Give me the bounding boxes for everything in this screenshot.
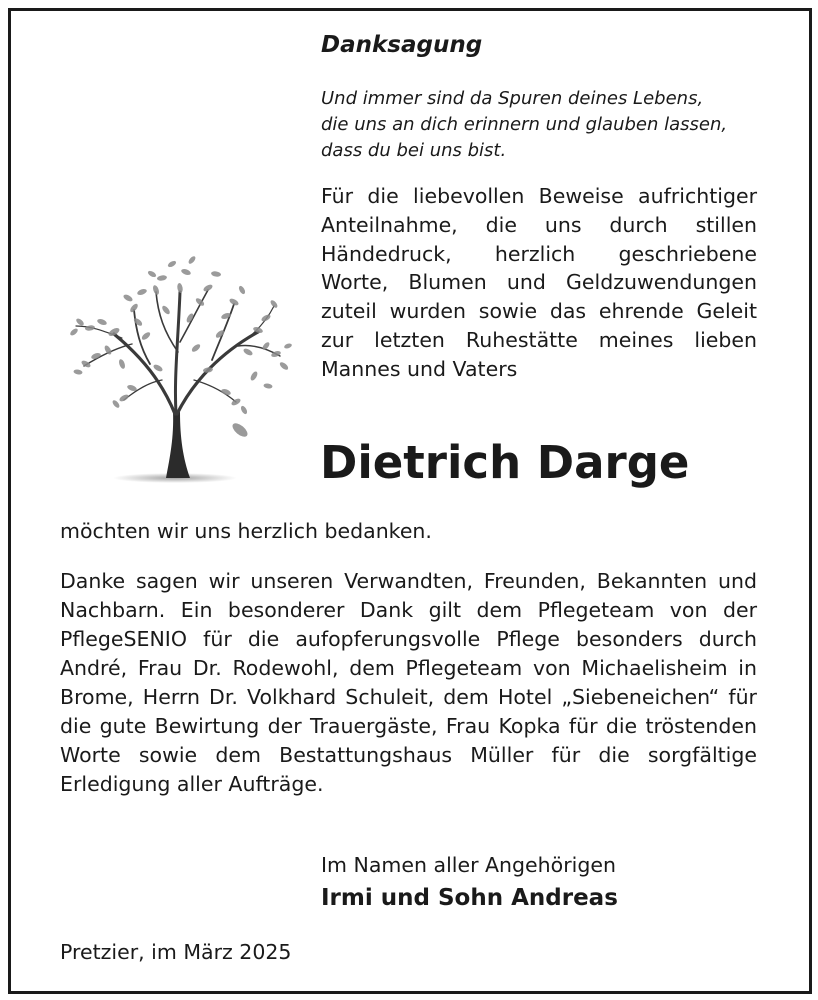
intro-text: Für die liebevollen Beweise aufrichtiger Anteilnahme, die uns durch stillen Händedruck, herzlich geschriebene Worte, Blumen und Geldzuwendungen zuteil wurden sowie das ehrende Geleit zur letzten Ruhestätte meines lieben Mannes und Vaters: [321, 184, 757, 381]
tree-trunk: [166, 412, 190, 478]
falling-leaf: [230, 421, 250, 439]
heading: Danksagung: [321, 32, 483, 58]
poem-line: Und immer sind da Spuren deines Lebens,: [321, 88, 704, 109]
place-date: Pretzier, im März 2025: [60, 940, 292, 964]
tree-illustration: [62, 252, 294, 488]
deceased-name: Dietrich Darge: [320, 436, 690, 489]
body-text: Danke sagen wir unseren Verwandten, Freunden, Bekannten und Nachbarn. Ein besonderer Dank gilt dem Pflegeteam von der PflegeSENIO für die aufopferungsvolle Pflege besonders durch André, Frau Dr. Rodewohl, dem Pflegeteam von Michaelisheim in Brome, Herrn Dr. Volkhard Schuleit, dem Hotel „Siebeneichen“ für die gute Bewirtung der Trauergäste, Frau Kopka für die tröstenden Worte sowie dem Bestattungshaus Müller für die sorgfältige Erledigung aller Aufträge.: [60, 569, 757, 796]
poem: [321, 86, 761, 164]
thanks-line: möchten wir uns herzlich bedanken.: [60, 519, 432, 543]
poem-line: die uns an dich erinnern und glauben lassen,: [321, 114, 728, 135]
on-behalf-line: Im Namen aller Angehörigen: [321, 853, 616, 877]
poem-line: dass du bei uns bist.: [321, 140, 507, 161]
signers: Irmi und Sohn Andreas: [321, 885, 618, 911]
tree-leaves: [69, 255, 293, 415]
